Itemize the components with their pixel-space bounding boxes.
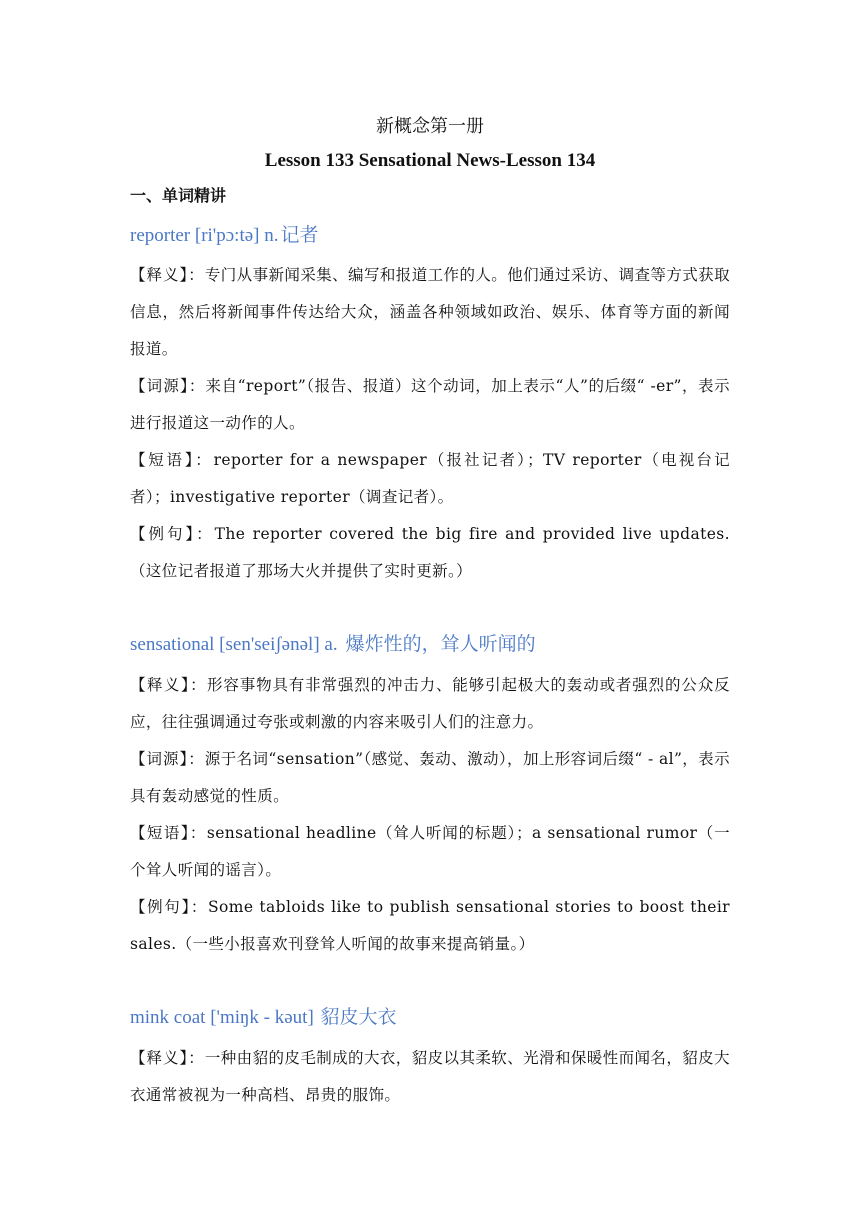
- word-term: sensational [sen'seiʃənəl] a.: [130, 634, 338, 655]
- example-paragraph: [130, 889, 730, 963]
- etymology-text: 来自“report”（报告、报道）这个动词，加上表示“人”的后缀“ -er”，表示进行报道这一动作的人。: [130, 377, 730, 432]
- definition-paragraph: [130, 1040, 730, 1114]
- word-term: mink coat ['miŋk - kəut]: [130, 1007, 319, 1028]
- etymology-text: 源于名词“sensation”（感觉、轰动、激动），加上形容词后缀“ - al”，表示具有轰动感觉的性质。: [130, 750, 730, 805]
- word-gloss: 爆炸性的，耸人听闻的: [339, 633, 536, 655]
- section-heading: 一、单词精讲: [130, 186, 227, 205]
- example-label: 【例句】：: [130, 525, 215, 543]
- definition-text: 一种由貂的皮毛制成的大衣，貂皮以其柔软、光滑和保暖性而闻名，貂皮大衣通常被视为一种高档、昂贵的服饰。: [130, 1049, 730, 1104]
- etymology-label: 【词源】：: [130, 750, 205, 768]
- example-paragraph: [130, 516, 730, 590]
- word-gloss: 记者: [280, 224, 319, 246]
- word-heading-reporter: [130, 221, 750, 250]
- word-heading-sensational: [130, 630, 750, 659]
- example-label: 【例句】：: [130, 898, 209, 916]
- word-gloss: 貂皮大衣: [320, 1006, 397, 1028]
- phrases-paragraph: [130, 442, 730, 516]
- example-text: The reporter covered the big fire and provided live updates.（这位记者报道了那场大火并提供了实时更新。）: [130, 525, 730, 580]
- phrases-text: sensational headline（耸人听闻的标题）；a sensational rumor（一个耸人听闻的谣言）。: [130, 824, 730, 879]
- definition-label: 【释义】：: [130, 1049, 205, 1067]
- word-heading-mink-coat: [130, 1003, 750, 1032]
- phrases-label: 【短语】：: [130, 824, 207, 842]
- definition-label: 【释义】：: [130, 266, 205, 284]
- etymology-label: 【词源】：: [130, 377, 206, 395]
- definition-label: 【释义】：: [130, 676, 208, 694]
- definition-paragraph: [130, 667, 730, 741]
- etymology-paragraph: [130, 741, 730, 815]
- etymology-paragraph: [130, 368, 730, 442]
- definition-paragraph: [130, 257, 730, 368]
- example-text: Some tabloids like to publish sensational stories to boost their sales.（一些小报喜欢刊登耸人听闻的故事来提高销量。）: [130, 898, 730, 953]
- definition-text: 专门从事新闻采集、编写和报道工作的人。他们通过采访、调查等方式获取信息，然后将新闻事件传达给大众，涵盖各种领域如政治、娱乐、体育等方面的新闻报道。: [130, 266, 730, 358]
- phrases-text: reporter for a newspaper（报社记者）；TV reporter（电视台记者）；investigative reporter（调查记者）。: [130, 451, 730, 506]
- word-term: reporter [ri'pɔ:tə] n.: [130, 225, 279, 246]
- document-title-chinese: 新概念第一册: [376, 116, 484, 137]
- phrases-paragraph: [130, 815, 730, 889]
- document-title-english: Lesson 133 Sensational News-Lesson 134: [264, 150, 596, 171]
- phrases-label: 【短语】：: [130, 451, 214, 469]
- definition-text: 形容事物具有非常强烈的冲击力、能够引起极大的轰动或者强烈的公众反应，往往强调通过夸张或刺激的内容来吸引人们的注意力。: [130, 676, 730, 731]
